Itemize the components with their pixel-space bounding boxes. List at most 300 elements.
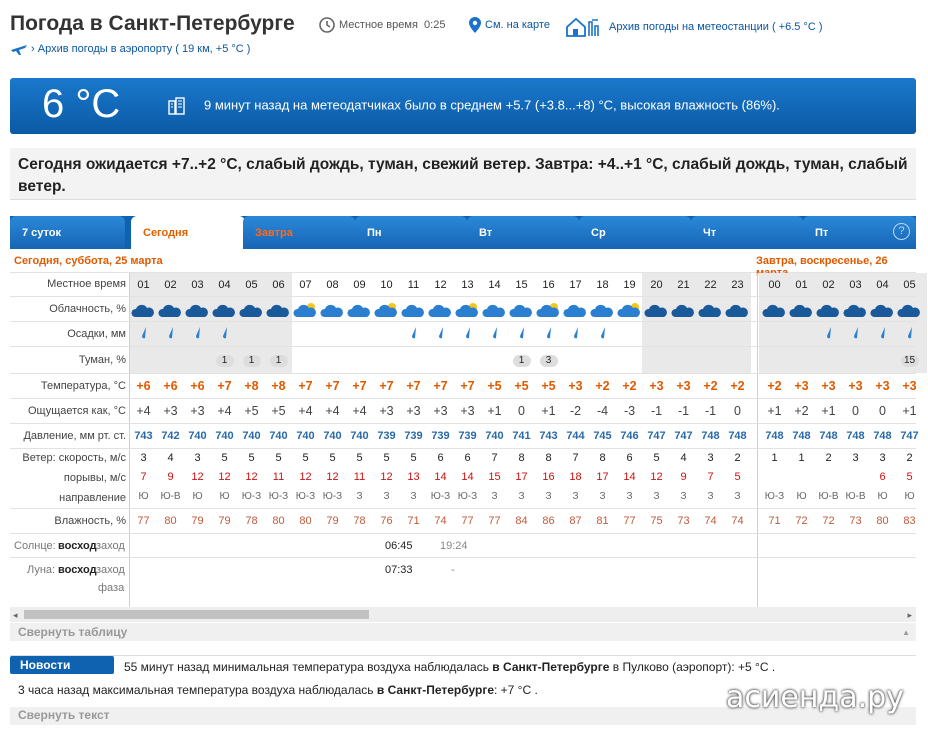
direction-cell: З bbox=[383, 491, 390, 502]
temp-cell: +8 bbox=[271, 379, 286, 393]
map-link[interactable] bbox=[469, 17, 550, 33]
direction-cell: З bbox=[545, 491, 552, 502]
airport-archive-link[interactable]: › Архив погоды в аэропорту ( 19 км, +5 °C ) bbox=[10, 42, 250, 56]
news1-tail: в Пулково (аэропорт): +5 °C . bbox=[609, 660, 776, 674]
cloud-icon bbox=[131, 301, 155, 321]
direction-cell: Ю-З bbox=[764, 491, 785, 502]
temp-cell: +7 bbox=[217, 379, 232, 393]
feels-cell: +5 bbox=[244, 404, 259, 418]
wind-cell: 3 bbox=[140, 452, 147, 464]
raindrop-icon bbox=[139, 326, 149, 340]
raindrop-icon bbox=[193, 326, 203, 340]
humidity-cell: 76 bbox=[380, 515, 393, 527]
wind-cell: 8 bbox=[545, 452, 552, 464]
pressure-cell: 741 bbox=[512, 430, 531, 442]
news1-city[interactable]: в Санкт-Петербурге bbox=[492, 660, 610, 674]
feels-cell: 0 bbox=[518, 404, 525, 418]
temp-cell: +7 bbox=[406, 379, 421, 393]
temp-cell: +3 bbox=[794, 379, 809, 393]
temp-cell: +3 bbox=[848, 379, 863, 393]
wind-cell: 3 bbox=[879, 452, 886, 464]
hour-cell: 16 bbox=[542, 279, 555, 291]
direction-cell: Ю-В bbox=[160, 491, 181, 502]
news-item-2 bbox=[18, 683, 538, 697]
pressure-cell: 748 bbox=[792, 430, 811, 442]
wind-cell: 5 bbox=[275, 452, 282, 464]
hour-cell: 01 bbox=[137, 279, 150, 291]
map-pin-icon bbox=[469, 17, 481, 33]
temp-cell: +3 bbox=[821, 379, 836, 393]
pressure-cell: 740 bbox=[242, 430, 261, 442]
clock-icon bbox=[319, 17, 335, 33]
current-temp: 6 °C bbox=[42, 82, 121, 126]
header bbox=[10, 10, 918, 40]
feels-cell: +4 bbox=[352, 404, 367, 418]
direction-cell: З bbox=[707, 491, 714, 502]
feels-cell: +3 bbox=[190, 404, 205, 418]
snowflake-icon bbox=[878, 326, 888, 340]
direction-cell: Ю bbox=[138, 491, 149, 502]
direction-cell: Ю bbox=[192, 491, 203, 502]
hour-cell: 10 bbox=[380, 279, 393, 291]
wind-cell: 4 bbox=[167, 452, 174, 464]
scroll-left-icon[interactable]: ◂ bbox=[13, 610, 18, 620]
wind-cell: 2 bbox=[825, 452, 832, 464]
raindrop-icon bbox=[490, 326, 500, 340]
pressure-cell: 748 bbox=[819, 430, 838, 442]
humidity-cell: 74 bbox=[704, 515, 717, 527]
hour-cell: 05 bbox=[245, 279, 258, 291]
label-temp: Температура, °C bbox=[40, 379, 126, 392]
feels-cell: -1 bbox=[704, 404, 717, 418]
pressure-cell: 744 bbox=[566, 430, 585, 442]
fog-value: 15 bbox=[901, 355, 919, 367]
pressure-cell: 743 bbox=[134, 430, 153, 442]
label-wind: Ветер: скорость, м/с bbox=[22, 452, 126, 464]
cloud-icon bbox=[185, 301, 209, 321]
building-icon bbox=[168, 97, 186, 115]
label-sunset: заход bbox=[96, 540, 125, 552]
wind-cell: 6 bbox=[437, 452, 444, 464]
temp-cell: +7 bbox=[433, 379, 448, 393]
label-sunrise: восход bbox=[58, 540, 97, 552]
gusts-cell: 18 bbox=[569, 471, 582, 483]
wind-cell: 5 bbox=[653, 452, 660, 464]
direction-cell: З bbox=[491, 491, 498, 502]
label-moonset: заход bbox=[96, 564, 125, 576]
gusts-cell: 14 bbox=[623, 471, 636, 483]
tab-thu[interactable]: Чт bbox=[691, 216, 803, 249]
gusts-cell: 14 bbox=[461, 471, 474, 483]
gusts-cell: 12 bbox=[650, 471, 663, 483]
temp-cell: +2 bbox=[622, 379, 637, 393]
feels-cell: +4 bbox=[298, 404, 313, 418]
airplane-icon bbox=[10, 42, 28, 56]
raindrop-icon bbox=[220, 326, 230, 340]
scroll-right-icon[interactable]: ▸ bbox=[907, 610, 912, 620]
temp-cell: +6 bbox=[163, 379, 178, 393]
cloud-icon bbox=[725, 301, 749, 321]
pressure-cell: 740 bbox=[323, 430, 342, 442]
cloud-icon bbox=[590, 301, 614, 321]
sunrise-time: 06:45 bbox=[385, 540, 413, 552]
cloud-icon bbox=[401, 301, 425, 321]
raindrop-icon bbox=[463, 326, 473, 340]
label-pressure: Давление, мм рт. ст. bbox=[23, 429, 126, 442]
news2-city[interactable]: в Санкт-Петербурге bbox=[376, 683, 494, 697]
gusts-cell: 12 bbox=[380, 471, 393, 483]
feels-cell: -4 bbox=[596, 404, 609, 418]
pressure-cell: 747 bbox=[900, 430, 919, 442]
pressure-cell: 748 bbox=[701, 430, 720, 442]
cloud-icon bbox=[482, 301, 506, 321]
humidity-cell: 80 bbox=[164, 515, 177, 527]
humidity-cell: 74 bbox=[434, 515, 447, 527]
wind-cell: 3 bbox=[852, 452, 859, 464]
day1-label: Сегодня, суббота, 25 марта bbox=[14, 255, 163, 267]
pressure-cell: 739 bbox=[404, 430, 423, 442]
feels-cell: 0 bbox=[734, 404, 741, 418]
temp-cell: +8 bbox=[244, 379, 259, 393]
raindrop-icon bbox=[409, 326, 419, 340]
hour-cell: 08 bbox=[326, 279, 339, 291]
pressure-cell: 740 bbox=[215, 430, 234, 442]
hour-cell: 23 bbox=[731, 279, 744, 291]
label-precip: Осадки, мм bbox=[67, 327, 126, 340]
wind-cell: 3 bbox=[194, 452, 201, 464]
gusts-cell: 17 bbox=[515, 471, 528, 483]
collapse-table-button[interactable] bbox=[10, 623, 916, 641]
gusts-cell: 12 bbox=[326, 471, 339, 483]
pressure-cell: 748 bbox=[765, 430, 784, 442]
tab-mon[interactable]: Пн bbox=[355, 216, 467, 249]
hour-cell: 02 bbox=[164, 279, 177, 291]
temp-cell: +5 bbox=[541, 379, 556, 393]
pressure-cell: 743 bbox=[539, 430, 558, 442]
cloud-icon bbox=[617, 301, 641, 321]
gusts-cell: 15 bbox=[488, 471, 501, 483]
wind-cell: 8 bbox=[518, 452, 525, 464]
tab-tue[interactable]: Вт bbox=[467, 216, 579, 249]
label-fog: Туман, % bbox=[78, 353, 126, 366]
local-time-value: 0:25 bbox=[424, 18, 446, 31]
direction-cell: Ю bbox=[796, 491, 807, 502]
humidity-cell: 84 bbox=[515, 515, 528, 527]
collapse-table-label: Свернуть таблицу bbox=[18, 625, 128, 639]
gusts-cell: 12 bbox=[218, 471, 231, 483]
hour-cell: 11 bbox=[407, 279, 420, 291]
wind-cell: 5 bbox=[410, 452, 417, 464]
moon-phase-icon bbox=[436, 583, 452, 603]
cloud-icon bbox=[536, 301, 560, 321]
news-title: Новости погоды bbox=[10, 656, 114, 674]
hour-cell: 17 bbox=[569, 279, 582, 291]
humidity-cell: 77 bbox=[488, 515, 501, 527]
feels-cell: +3 bbox=[406, 404, 421, 418]
wind-cell: 7 bbox=[491, 452, 498, 464]
temp-cell: +2 bbox=[595, 379, 610, 393]
day-tabs bbox=[10, 216, 916, 249]
wind-cell: 3 bbox=[707, 452, 714, 464]
hour-cell: 06 bbox=[272, 279, 285, 291]
label-phase: фаза bbox=[98, 582, 125, 594]
raindrop-icon bbox=[517, 326, 527, 340]
temp-cell: +7 bbox=[325, 379, 340, 393]
direction-cell: З bbox=[680, 491, 687, 502]
fog-value: 1 bbox=[216, 355, 234, 367]
cloud-icon bbox=[455, 301, 479, 321]
label-moon: Луна: bbox=[27, 564, 56, 576]
day2-label: Завтра, воскресенье, 26 bbox=[756, 255, 888, 267]
humidity-cell: 78 bbox=[245, 515, 258, 527]
fog-badge bbox=[896, 354, 923, 367]
gusts-cell: 9 bbox=[167, 471, 174, 483]
tab-7-days[interactable]: 7 суток bbox=[10, 216, 125, 249]
fog-value: 1 bbox=[270, 355, 288, 367]
fog-value: 1 bbox=[243, 355, 261, 367]
feels-cell: +1 bbox=[767, 404, 782, 418]
sunset-time: 19:24 bbox=[440, 540, 468, 552]
pressure-cell: 748 bbox=[846, 430, 865, 442]
direction-cell: Ю-З bbox=[322, 491, 343, 502]
cloud-icon bbox=[789, 301, 813, 321]
tab-wed[interactable]: Ср bbox=[579, 216, 691, 249]
label-gusts: порывы, м/с bbox=[63, 472, 126, 484]
raindrop-icon bbox=[598, 326, 608, 340]
label-sun: Солнце: bbox=[14, 540, 56, 552]
feels-cell: -1 bbox=[677, 404, 690, 418]
humidity-cell: 79 bbox=[326, 515, 339, 527]
wind-cell: 2 bbox=[906, 452, 913, 464]
gusts-cell: 6 bbox=[879, 471, 886, 483]
humidity-cell: 71 bbox=[407, 515, 420, 527]
cloud-icon bbox=[509, 301, 533, 321]
hour-cell: 04 bbox=[218, 279, 231, 291]
cloud-icon bbox=[158, 301, 182, 321]
pressure-cell: 739 bbox=[377, 430, 396, 442]
gusts-cell: 16 bbox=[542, 471, 555, 483]
pressure-cell: 740 bbox=[485, 430, 504, 442]
direction-cell: Ю-З bbox=[457, 491, 478, 502]
raindrop-icon bbox=[436, 326, 446, 340]
humidity-cell: 86 bbox=[542, 515, 555, 527]
hour-cell: 19 bbox=[623, 279, 636, 291]
hour-cell: 03 bbox=[849, 279, 862, 291]
wind-cell: 1 bbox=[771, 452, 778, 464]
wind-cell: 5 bbox=[302, 452, 309, 464]
wind-cell: 8 bbox=[599, 452, 606, 464]
pressure-cell: 746 bbox=[620, 430, 639, 442]
temp-cell: +3 bbox=[676, 379, 691, 393]
fog-badge bbox=[508, 354, 535, 367]
humidity-cell: 71 bbox=[768, 515, 781, 527]
humidity-cell: 81 bbox=[596, 515, 609, 527]
label-time: Местное время bbox=[47, 278, 126, 290]
current-message-text: 9 минут назад на метеодатчиках было в среднем +5.7 (+3.8...+8) °C, высокая влажность (86%). bbox=[204, 97, 780, 113]
pressure-cell: 747 bbox=[674, 430, 693, 442]
wind-cell: 7 bbox=[572, 452, 579, 464]
humidity-cell: 77 bbox=[623, 515, 636, 527]
cloud-icon bbox=[563, 301, 587, 321]
cloud-icon bbox=[428, 301, 452, 321]
watermark: асиенда.ру bbox=[726, 680, 904, 715]
cloud-icon bbox=[239, 301, 263, 321]
horizontal-scrollbar[interactable] bbox=[10, 607, 916, 622]
wind-cell: 5 bbox=[221, 452, 228, 464]
local-time bbox=[319, 17, 445, 33]
wind-cell: 5 bbox=[356, 452, 363, 464]
scroll-thumb[interactable] bbox=[24, 610, 369, 619]
humidity-cell: 77 bbox=[137, 515, 150, 527]
forecast-summary: Сегодня ожидается +7..+2 °C, слабый дождь, туман, свежий ветер. Завтра: +4..+1 °C, слабый дождь, туман, слабый ветер. bbox=[10, 148, 916, 200]
news2-tail: : +7 °C . bbox=[494, 683, 538, 697]
current-weather-panel bbox=[10, 78, 916, 134]
wind-cell: 5 bbox=[248, 452, 255, 464]
day-header bbox=[10, 249, 916, 273]
feels-cell: +3 bbox=[460, 404, 475, 418]
hour-cell: 09 bbox=[353, 279, 366, 291]
tab-fri[interactable]: Пт bbox=[803, 216, 916, 249]
cloud-icon bbox=[266, 301, 290, 321]
hour-cell: 21 bbox=[677, 279, 690, 291]
feels-cell: +3 bbox=[163, 404, 178, 418]
page-title: Погода в Санкт-Петербурге bbox=[10, 12, 295, 35]
pressure-cell: 739 bbox=[431, 430, 450, 442]
temp-cell: +3 bbox=[568, 379, 583, 393]
feels-cell: +4 bbox=[217, 404, 232, 418]
temp-cell: +3 bbox=[902, 379, 917, 393]
raindrop-icon bbox=[905, 326, 915, 340]
hour-cell: 01 bbox=[795, 279, 808, 291]
direction-cell: З bbox=[572, 491, 579, 502]
direction-cell: Ю-В bbox=[845, 491, 866, 502]
cloud-icon bbox=[843, 301, 867, 321]
pressure-cell: 745 bbox=[593, 430, 612, 442]
humidity-cell: 72 bbox=[795, 515, 808, 527]
temp-cell: +7 bbox=[298, 379, 313, 393]
news2-text: 3 часа назад максимальная температура воздуха наблюдалась bbox=[18, 683, 377, 697]
label-feels: Ощущается как, °C bbox=[27, 404, 126, 417]
label-clouds: Облачность, % bbox=[49, 302, 126, 315]
row-moon bbox=[10, 558, 916, 607]
pressure-cell: 740 bbox=[350, 430, 369, 442]
raindrop-icon bbox=[544, 326, 554, 340]
cloud-icon bbox=[293, 301, 317, 321]
direction-cell: З bbox=[599, 491, 606, 502]
humidity-cell: 78 bbox=[353, 515, 366, 527]
map-link-label: См. на карте bbox=[485, 18, 550, 31]
temp-cell: +2 bbox=[767, 379, 782, 393]
gusts-cell: 11 bbox=[353, 471, 366, 483]
feels-cell: +1 bbox=[902, 404, 917, 418]
help-icon[interactable]: ? bbox=[893, 223, 910, 240]
humidity-cell: 80 bbox=[876, 515, 889, 527]
wind-cell: 6 bbox=[464, 452, 471, 464]
cloud-icon bbox=[870, 301, 894, 321]
cloud-icon bbox=[374, 301, 398, 321]
current-message[interactable] bbox=[168, 97, 780, 115]
humidity-cell: 80 bbox=[272, 515, 285, 527]
humidity-cell: 74 bbox=[731, 515, 744, 527]
collapse-up-icon: ▲ bbox=[902, 628, 910, 637]
temp-cell: +3 bbox=[875, 379, 890, 393]
pressure-cell: 747 bbox=[647, 430, 666, 442]
direction-cell: Ю-З bbox=[241, 491, 262, 502]
local-time-label: Местное время bbox=[339, 18, 418, 31]
raindrop-icon bbox=[851, 326, 861, 340]
raindrop-icon bbox=[824, 326, 834, 340]
wind-cell: 5 bbox=[383, 452, 390, 464]
pressure-cell: 748 bbox=[873, 430, 892, 442]
hour-cell: 20 bbox=[650, 279, 663, 291]
temp-cell: +6 bbox=[136, 379, 151, 393]
humidity-cell: 79 bbox=[191, 515, 204, 527]
raindrop-icon bbox=[571, 326, 581, 340]
feels-cell: 0 bbox=[879, 404, 886, 418]
direction-cell: З bbox=[518, 491, 525, 502]
feels-cell: +1 bbox=[487, 404, 502, 418]
wind-cell: 4 bbox=[680, 452, 687, 464]
feels-cell: +2 bbox=[794, 404, 809, 418]
gusts-cell: 5 bbox=[906, 471, 913, 483]
hour-cell: 03 bbox=[191, 279, 204, 291]
direction-cell: Ю bbox=[904, 491, 915, 502]
temp-cell: +7 bbox=[352, 379, 367, 393]
wind-cell: 5 bbox=[329, 452, 336, 464]
gusts-cell: 17 bbox=[596, 471, 609, 483]
wind-cell: 2 bbox=[734, 452, 741, 464]
cloud-icon bbox=[212, 301, 236, 321]
moonset-time: - bbox=[451, 564, 455, 576]
gusts-cell: 13 bbox=[407, 471, 420, 483]
label-moonrise: восход bbox=[58, 564, 97, 576]
wind-cell: 1 bbox=[798, 452, 805, 464]
airport-archive-label: Архив погоды в аэропорту ( 19 км, +5 °C ) bbox=[37, 42, 251, 55]
station-archive-link[interactable] bbox=[565, 17, 823, 37]
direction-cell: Ю-З bbox=[430, 491, 451, 502]
tab-today[interactable]: Сегодня bbox=[131, 216, 245, 249]
direction-cell: З bbox=[734, 491, 741, 502]
cloud-icon bbox=[644, 301, 668, 321]
direction-cell: Ю-З bbox=[295, 491, 316, 502]
fog-badge bbox=[238, 354, 265, 367]
direction-cell: З bbox=[410, 491, 417, 502]
collapse-text-button[interactable]: Свернуть текст bbox=[10, 707, 916, 725]
humidity-cell: 80 bbox=[299, 515, 312, 527]
hour-cell: 00 bbox=[768, 279, 781, 291]
direction-cell: Ю bbox=[219, 491, 230, 502]
feels-cell: +1 bbox=[541, 404, 556, 418]
humidity-cell: 87 bbox=[569, 515, 582, 527]
hour-cell: 07 bbox=[299, 279, 312, 291]
temp-cell: +7 bbox=[379, 379, 394, 393]
pressure-cell: 742 bbox=[161, 430, 180, 442]
pressure-cell: 740 bbox=[188, 430, 207, 442]
station-archive-label: Архив погоды на метеостанции ( +6.5 °C ) bbox=[609, 20, 823, 33]
label-direction: направление bbox=[59, 492, 126, 504]
humidity-cell: 73 bbox=[849, 515, 862, 527]
gusts-cell: 11 bbox=[272, 471, 285, 483]
direction-cell: З bbox=[653, 491, 660, 502]
news-item-1 bbox=[124, 660, 775, 674]
station-icon bbox=[565, 17, 605, 37]
tab-tomorrow[interactable]: Завтра bbox=[243, 216, 355, 249]
gusts-cell: 9 bbox=[680, 471, 687, 483]
fog-value: 1 bbox=[513, 355, 531, 367]
gusts-cell: 12 bbox=[191, 471, 204, 483]
direction-cell: Ю-В bbox=[818, 491, 839, 502]
feels-cell: -2 bbox=[569, 404, 582, 418]
